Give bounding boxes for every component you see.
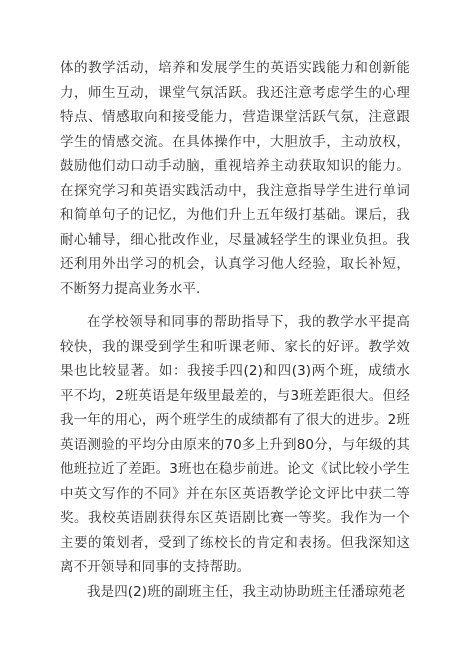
- paragraph-teaching-activities: 体的教学活动，培养和发展学生的英语实践能力和创新能力，师生互动，课堂气氛活跃。我还注意考虑学生的心理特点、情感取向和接受能力，营造课堂活跃气氛，注意跟学生的情感交流。在具体操作中，大胆放手，主动放权，鼓励他们动口动手动脑，重视培养主动获取知识的能力。在探究学习和英语实践活动中，我注意指导学生进行单词和简单句子的记忆，为他们升上五年级打基础。课后，我耐心辅导，细心批改作业，尽量减轻学生的课业负担。我还利用外出学习的机会，认真学习他人经验，取长补短，不断努力提高业务水平.: [60, 60, 410, 297]
- paragraph-teaching-results: 在学校领导和同事的帮助指导下，我的教学水平提高较快，我的课受到学生和听课老师、家长的好评。教学效果也比较显著。如：我接手四(2)和四(3)两个班，成绩水平不均，2班英语是年级里最差的，与3班差距很大。但经我一年的用心，两个班学生的成绩都有了很大的进步。2班英语测验的平均分由原来的70多上升到80分，与年级的其他班拉近了差距。3班也在稳步前进。论文《试比较小学生中英文写作的不同》并在东区英语教学论文评比中获二等奖。我校英语剧获得东区英语剧比赛一等奖。我作为一个主要的策划者，受到了练校长的肯定和表扬。但我深知这离不开领导和同事的支持帮助。: [60, 314, 410, 575]
- paragraph-gap: [60, 301, 410, 310]
- paragraph-class-teacher: 我是四(2)班的副班主任，我主动协助班主任潘琼苑老: [87, 583, 406, 600]
- document-page: [60, 56, 410, 604]
